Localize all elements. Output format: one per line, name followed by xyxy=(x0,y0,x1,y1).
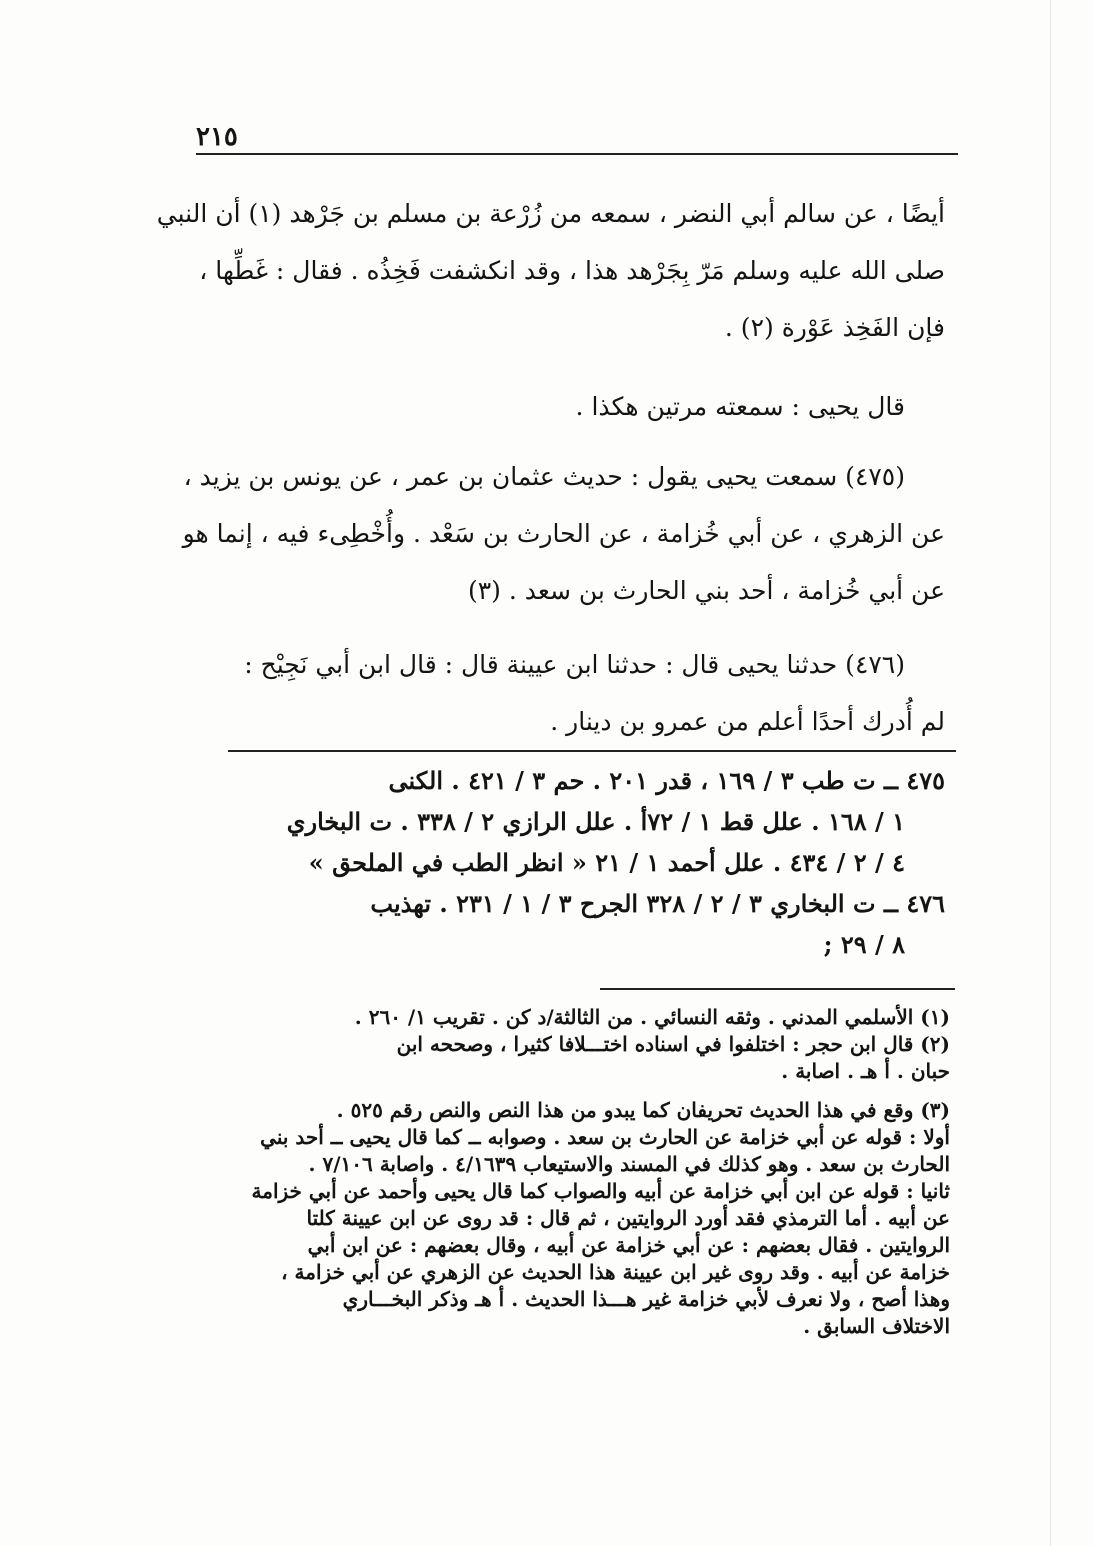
reference-line: ٤ / ٢ / ٤٣٤ . علل أحمد ١ / ٢١ « انظر الطب في الملحق » xyxy=(308,848,905,877)
body-line: لم أُدرك أحدًا أعلم من عمرو بن دينار . xyxy=(550,707,945,736)
footnote-line: خزامة عن أبيه . وقد روى غير ابن عيينة هذا الحديث عن الزهري عن أبي خزامة ، xyxy=(281,1260,950,1284)
footnote-line: الروايتين . فقال بعضهم : عن أبي خزامة عن أبيه ، وقال بعضهم : عن ابن أبي xyxy=(307,1233,950,1257)
footnote-line: وهذا أصح ، ولا نعرف لأبي خزامة غير هـــذا الحديث . أ هـ وذكر البخـــاري xyxy=(342,1287,950,1311)
footnote-line: حبان . أ هـ . اصابة . xyxy=(781,1059,950,1083)
body-line: فإن الفَخِذ عَوْرة (٢) . xyxy=(724,313,945,342)
footnote-line: الاختلاف السابق . xyxy=(803,1314,950,1338)
footnote-line: عن أبيه . أما الترمذي فقد أورد الروايتين ، ثم قال : قد روى عن ابن عيينة كلتا xyxy=(306,1206,950,1230)
references-block xyxy=(215,760,945,965)
footnotes-block xyxy=(218,1004,950,1340)
footnote-3 xyxy=(218,1097,950,1340)
paragraph-1 xyxy=(156,185,945,356)
references-rule xyxy=(228,750,956,752)
footnote-line: ثانيا : قوله عن ابن أبي خزامة عن أبيه والصواب كما قال يحيى وأحمد عن أبي خزامة xyxy=(251,1179,950,1203)
body-line: (٤٧٥) سمعت يحيى يقول : حديث عثمان بن عمر ، عن يونس بن يزيد ، xyxy=(183,462,905,491)
body-line: أيضًا ، عن سالم أبي النضر ، سمعه من زُرْعة بن مسلم بن جَرْهد (١) أن النبي xyxy=(156,199,945,228)
footnote-1 xyxy=(218,1004,950,1031)
body-line: صلى الله عليه وسلم مَرّ بِجَرْهد هذا ، وقد انكشفت فَخِذُه . فقال : غَطِّها ، xyxy=(199,256,945,285)
footnotes-rule xyxy=(600,988,955,990)
reference-line: ١ / ١٦٨ . علل قط ١ / ٧٢أ . علل الرازي ٢ / ٣٣٨ . ت البخاري xyxy=(286,807,905,836)
paragraph-476 xyxy=(215,636,945,750)
footnote-2 xyxy=(218,1031,950,1085)
reference-line: ٤٧٥ ــ ت طب ٣ / ١٦٩ ، قدر ٢٠١ . حم ٣ / ٤٢١ . الكنى xyxy=(388,766,945,795)
body-line: (٤٧٦) حدثنا يحيى قال : حدثنا ابن عيينة قال : قال ابن أبي نَجِيْح : xyxy=(244,650,905,679)
body-line: عن أبي خُزامة ، أحد بني الحارث بن سعد . (٣) xyxy=(467,576,945,605)
footnote-line: (١) الأسلمي المدني . وثقه النسائي . من الثالثة/د كن . تقريب ١/ ٢٦٠ . xyxy=(354,1005,950,1029)
paragraph-2 xyxy=(215,378,945,435)
header-rule xyxy=(196,153,958,155)
page-number: ٢١٥ xyxy=(196,122,238,152)
footnote-line: أولا : قوله عن أبي خزامة عن الحارث بن سعد . وصوابه ــ كما قال يحيى ــ أحد بني xyxy=(260,1125,950,1149)
footnote-line: (٢) قال ابن حجر : اختلفوا في اسناده اختـــلافا كثيرا ، وصححه ابن xyxy=(396,1032,950,1056)
footnote-line: الحارث بن سعد . وهو كذلك في المسند والاستيعاب ٤/١٦٣٩ . واصابة ٧/١٠٦ . xyxy=(308,1152,950,1176)
footnote-gap xyxy=(218,1085,950,1097)
footnote-line: (٣) وقع في هذا الحديث تحريفان كما يبدو من هذا النص والنص رقم ٥٢٥ . xyxy=(336,1098,950,1122)
paragraph-475 xyxy=(182,448,945,619)
reference-line: ٤٧٦ ــ ت البخاري ٣ / ٢ / ٣٢٨ الجرح ٣ / ١ / ٢٣١ . تهذيب xyxy=(370,889,945,918)
reference-line: ٨ / ٢٩ ; xyxy=(823,930,905,959)
body-line: عن الزهري ، عن أبي خُزامة ، عن الحارث بن سَعْد . وأُخْطِىء فيه ، إنما هو xyxy=(182,519,945,548)
page-edge-line xyxy=(1050,0,1051,1546)
body-line: قال يحيى : سمعته مرتين هكذا . xyxy=(575,392,905,421)
